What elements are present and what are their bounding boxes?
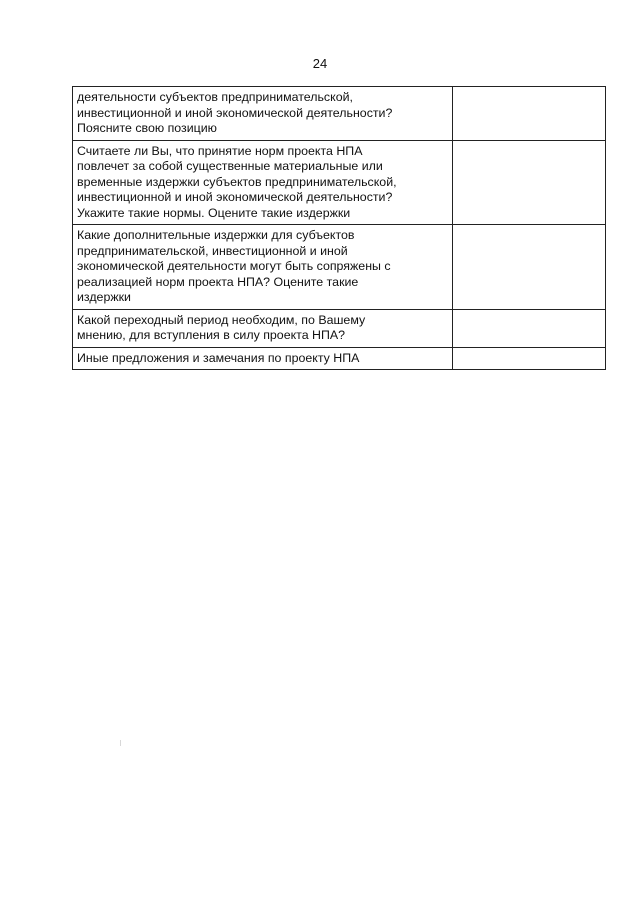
table-row xyxy=(73,309,606,347)
answer-cell[interactable] xyxy=(453,140,606,225)
page-number: 24 xyxy=(312,56,328,71)
question-cell xyxy=(73,347,453,370)
questionnaire-table xyxy=(72,86,606,370)
answer-cell[interactable] xyxy=(453,309,606,347)
question-text: Какие дополнительные издержки для субъектов предпринимательской, инвестиционной и иной экономической деятельности могут быть сопряжены с реализацией норм проекта НПА? Оцените такие издержки xyxy=(77,228,391,304)
question-text: Считаете ли Вы, что принятие норм проекта НПА повлечет за собой существенные материальные или временные издержки субъектов предпринимательской, инвестиционной и иной экономической деятельности? Укажите такие нормы. Оцените такие издержки xyxy=(77,143,397,220)
question-text: деятельности субъектов предпринимательской, инвестиционной и иной экономической деятельности? Поясните свою позицию xyxy=(77,90,393,135)
table-row xyxy=(73,87,606,141)
scan-artifact xyxy=(120,740,121,746)
table-row xyxy=(73,225,606,310)
answer-cell[interactable] xyxy=(453,87,606,141)
table-row xyxy=(73,140,606,225)
question-text: Какой переходный период необходим, по Вашему мнению, для вступления в силу проекта НПА? xyxy=(77,312,366,342)
table-row xyxy=(73,347,606,370)
question-cell xyxy=(73,87,453,141)
answer-cell[interactable] xyxy=(453,225,606,310)
question-cell xyxy=(73,225,453,310)
question-cell xyxy=(73,309,453,347)
question-cell xyxy=(73,140,453,225)
question-text: Иные предложения и замечания по проекту НПА xyxy=(77,350,360,365)
answer-cell[interactable] xyxy=(453,347,606,370)
